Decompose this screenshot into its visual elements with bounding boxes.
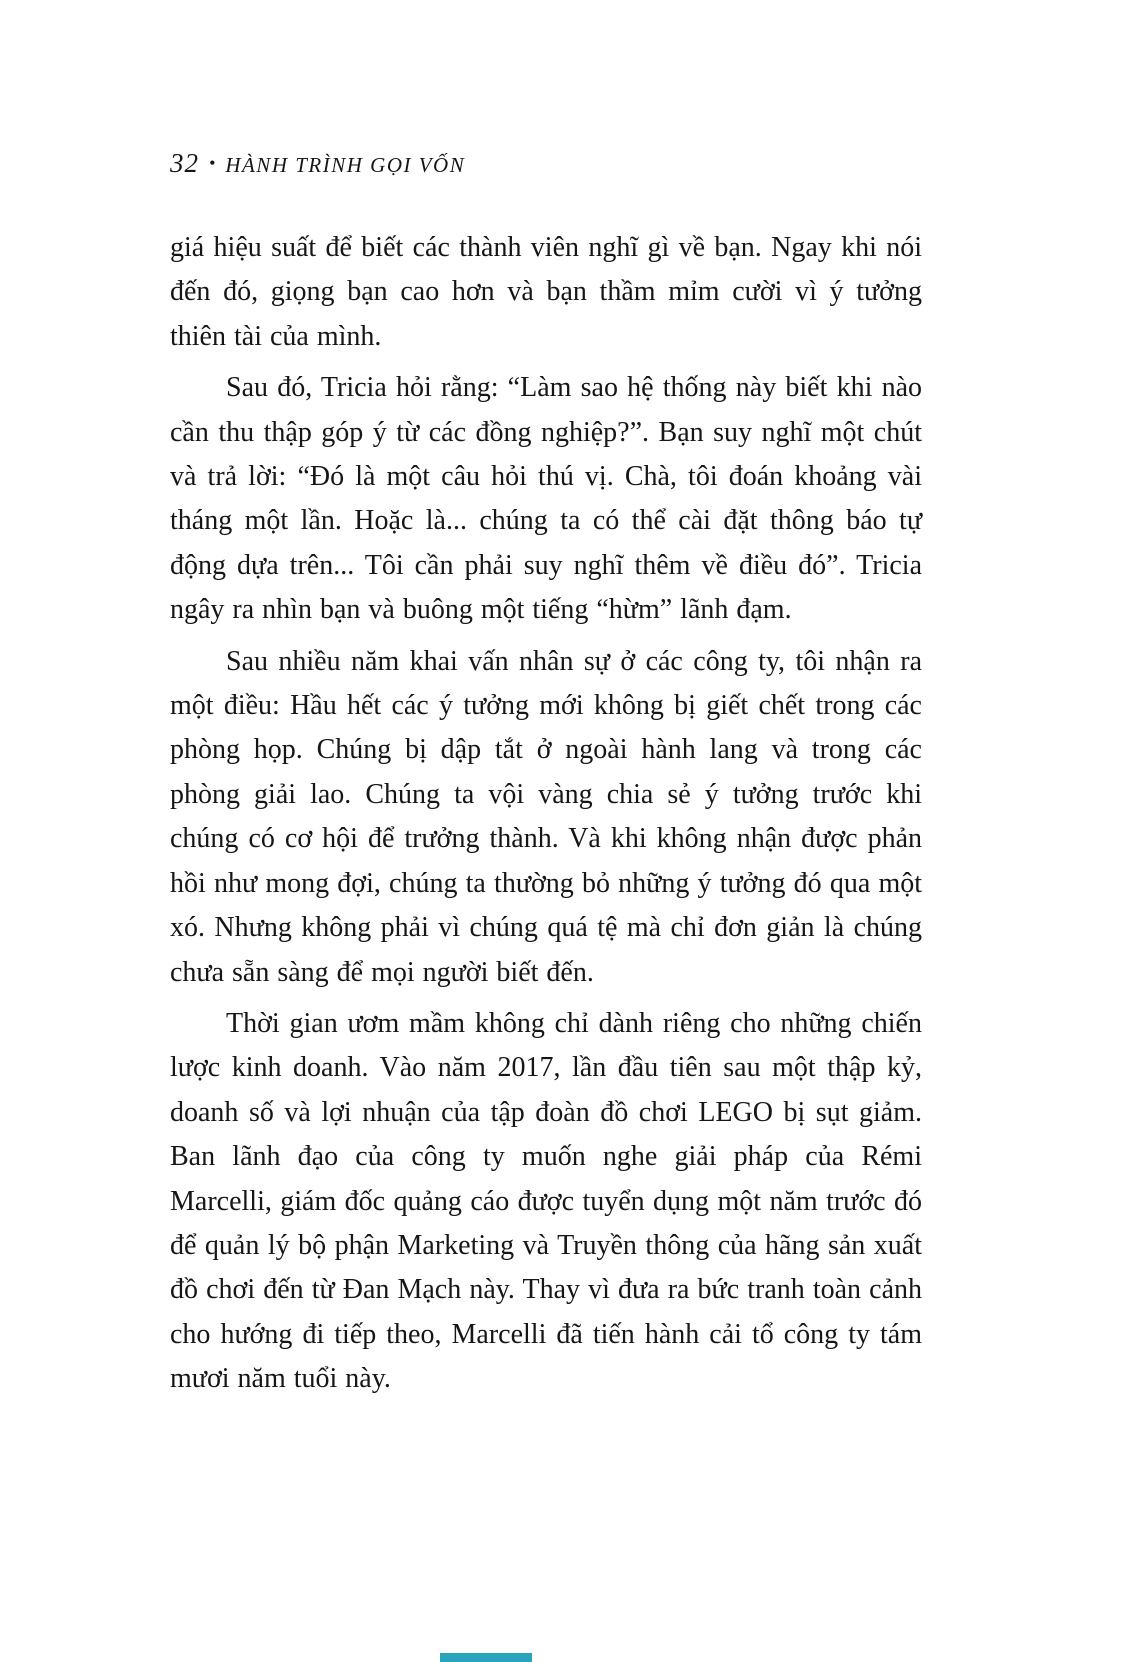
paragraph-ideas-killed: Sau nhiều năm khai vấn nhân sự ở các công ty, tôi nhận ra một điều: Hầu hết các ý tưởng mới không bị giết chết trong các phòng họp. Chúng bị dập tắt ở ngoài hành lang và trong các phòng giải lao. Chúng ta vội vàng chia sẻ ý tưởng trước khi chúng có cơ hội để trưởng thành. Và khi không nhận được phản hồi như mong đợi, chúng ta thường bỏ những ý tưởng đó qua một xó. Nhưng không phải vì chúng quá tệ mà chỉ đơn giản là chúng chưa sẵn sàng để mọi người biết đến.: [170, 645, 922, 988]
body-text-block: [170, 226, 922, 1409]
paragraph-lego-story: Thời gian ươm mầm không chỉ dành riêng cho những chiến lược kinh doanh. Vào năm 2017, lần đầu tiên sau một thập kỷ, doanh số và lợi nhuận của tập đoàn đồ chơi LEGO bị sụt giảm. Ban lãnh đạo của công ty muốn nghe giải pháp của Rémi Marcelli, giám đốc quảng cáo được tuyển dụng một năm trước đó để quản lý bộ phận Marketing và Truyền thông của hãng sản xuất đồ chơi đến từ Đan Mạch này. Thay vì đưa ra bức tranh toàn cảnh cho hướng đi tiếp theo, Marcelli đã tiến hành cải tổ công ty tám mươi năm tuổi này.: [170, 1007, 922, 1395]
footer-accent-bar: [440, 1653, 532, 1662]
header-bullet-separator: •: [209, 153, 216, 173]
paragraph-tricia-question: Sau đó, Tricia hỏi rằng: “Làm sao hệ thống này biết khi nào cần thu thập góp ý từ các đồng nghiệp?”. Bạn suy nghĩ một chút và trả lời: “Đó là một câu hỏi thú vị. Chà, tôi đoán khoảng vài tháng một lần. Hoặc là... chúng ta có thể cài đặt thông báo tự động dựa trên... Tôi cần phải suy nghĩ thêm về điều đó”. Tricia ngây ra nhìn bạn và buông một tiếng “hừm” lãnh đạm.: [170, 372, 922, 626]
running-title: HÀNH TRÌNH GỌI VỐN: [225, 153, 466, 177]
running-header: [170, 148, 920, 179]
page-number: 32: [170, 148, 199, 178]
paragraph-continuation: giá hiệu suất để biết các thành viên nghĩ gì về bạn. Ngay khi nói đến đó, giọng bạn cao hơn và bạn thầm mỉm cười vì ý tưởng thiên tài của mình.: [170, 232, 922, 352]
